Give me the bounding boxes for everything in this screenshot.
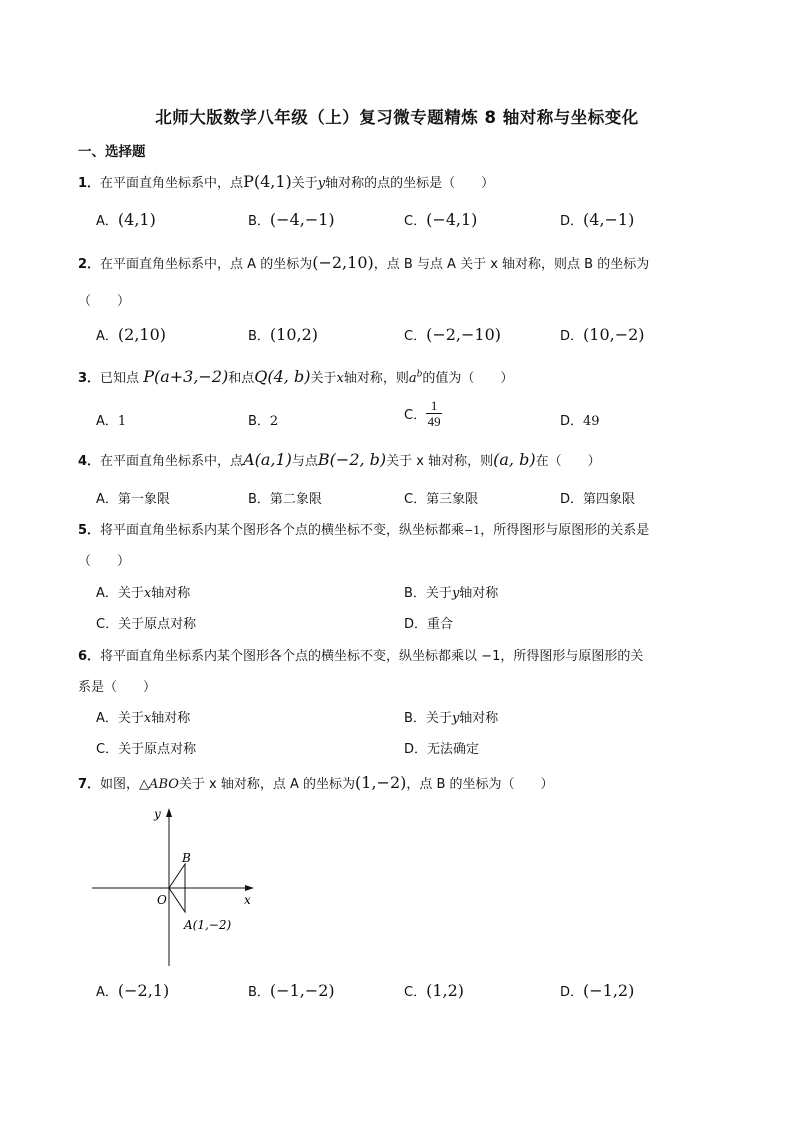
option-letter: A． [96,214,118,229]
point-ab: (a, b) [493,450,536,469]
option-value: 无法确定 [427,742,480,757]
question-1 [78,172,494,191]
option-value: (1,2) [426,981,465,1000]
point-b: B(−2, b) [317,450,387,469]
question-text: 关于 x 轴对称，点 A 的坐标为 [178,777,356,792]
option-a[interactable] [96,582,190,601]
question-number: 1． [78,176,101,191]
option-letter: D． [560,492,584,507]
option-letter: B． [404,711,426,726]
question-6 [78,645,643,664]
option-letter: B． [404,586,426,601]
option-d[interactable] [404,613,453,632]
option-value: (4,−1) [583,210,635,229]
question-text: 在（ ） [535,454,601,469]
option-letter: B． [248,329,270,344]
question-text: 轴对称的点的坐标是（ ） [325,176,495,191]
option-letter: C． [404,214,427,229]
y-axis-label: y [154,807,161,821]
question-6-line2: 系是（ ） [78,680,157,695]
question-text: ，点 B 的坐标为（ ） [406,777,554,792]
question-text: 已知点 [100,371,140,386]
option-value: 第四象限 [583,492,636,507]
option-c[interactable] [96,738,196,757]
option-letter: C． [404,492,427,507]
option-d[interactable] [560,210,634,229]
option-text: 关于 [117,711,144,726]
option-value: 第三象限 [426,492,479,507]
option-text: 轴对称 [459,711,499,726]
option-value: 1 [117,414,127,429]
triangle-label: △ABO [139,777,179,792]
option-c[interactable] [404,981,464,1000]
option-letter: C． [404,329,427,344]
axis-var: x [143,586,152,601]
option-value: (−4,1) [426,210,478,229]
question-text: 将平面直角坐标系内某个图形各个点的横坐标不变，纵坐标都乘 [100,523,465,538]
option-b[interactable] [248,488,322,507]
question-4 [78,450,601,469]
point-b-label: B [182,851,191,865]
option-value: (2,10) [117,325,167,344]
option-text: 轴对称 [151,711,191,726]
x-axis-label: x [244,893,251,907]
option-value: (−1,2) [583,981,635,1000]
option-letter: B． [248,214,270,229]
question-text: 轴对称，则 [343,371,409,386]
option-value: 第二象限 [269,492,322,507]
option-letter: D． [404,742,428,757]
axis-var: x [143,711,152,726]
option-a[interactable] [96,488,170,507]
section-heading: 一、选择题 [78,144,146,160]
fraction [426,398,442,429]
question-text: 关于 x 轴对称，则 [386,454,494,469]
option-value: 重合 [427,617,454,632]
option-a[interactable] [96,325,166,344]
option-value: (−2,−10) [426,325,501,344]
question-text: 在平面直角坐标系中，点 A 的坐标为 [100,257,313,272]
point-a: A(a,1) [243,450,292,469]
option-value: (4,1) [117,210,156,229]
option-text: 关于 [425,586,452,601]
question-number: 5． [78,523,101,538]
option-b[interactable] [248,410,278,429]
option-letter: C． [404,408,427,423]
option-letter: B． [248,492,270,507]
page-title: 北师大版数学八年级（上）复习微专题精炼 8 轴对称与坐标变化 [155,108,639,127]
option-c[interactable] [404,210,477,229]
coordinate-figure [88,800,268,972]
question-text: 在平面直角坐标系中，点 [100,454,244,469]
option-letter: C． [96,617,119,632]
option-a[interactable] [96,210,156,229]
option-value: 第一象限 [117,492,170,507]
option-d[interactable] [560,410,600,429]
option-c[interactable] [404,488,478,507]
question-text: 将平面直角坐标系内某个图形各个点的横坐标不变，纵坐标都乘以 −1，所得图形与原图形的关 [100,649,644,664]
option-text: 关于 [117,586,144,601]
option-value: 关于原点对称 [118,742,197,757]
axis-var: x [336,371,344,386]
point-a-label: A(1,−2) [184,918,232,932]
option-value: 49 [583,414,600,429]
question-5 [78,519,649,538]
axis-var: y [451,711,460,726]
option-letter: D． [560,985,584,1000]
question-text: 在平面直角坐标系中，点 [100,176,244,191]
option-b[interactable] [248,981,335,1000]
option-c[interactable] [96,613,196,632]
option-letter: B． [248,985,270,1000]
factor-value: −1 [464,524,481,537]
question-number: 4． [78,454,101,469]
option-letter: C． [404,985,427,1000]
option-letter: A． [96,329,118,344]
option-letter: A． [96,414,118,429]
option-d[interactable] [404,738,479,757]
option-letter: A． [96,586,118,601]
option-b[interactable] [248,325,318,344]
question-text: 如图， [100,777,140,792]
axis-var: y [317,176,326,191]
question-text: ，所得图形与原图形的关系是 [480,523,650,538]
question-number: 3． [78,371,101,386]
option-d[interactable] [560,488,635,507]
question-number: 7． [78,777,101,792]
option-letter: A． [96,492,118,507]
power-exponent: b [416,369,423,380]
option-value: (−1,−2) [269,981,335,1000]
question-text: 关于 [310,371,337,386]
option-letter: D． [560,214,584,229]
x-axis-arrow [245,885,254,891]
point-a: (1,−2) [355,773,407,792]
option-letter: D． [560,329,584,344]
option-c[interactable] [404,398,442,429]
option-a[interactable] [96,410,126,429]
question-3 [78,367,513,386]
question-5-line2: （ ） [78,554,131,569]
question-7 [78,773,554,792]
option-text: 轴对称 [459,586,499,601]
option-value: (−2,1) [117,981,170,1000]
question-text: 关于 [291,176,318,191]
option-text: 轴对称 [151,586,191,601]
y-axis-arrow [166,808,172,817]
option-d[interactable] [560,981,634,1000]
question-number: 2． [78,257,101,272]
option-letter: A． [96,985,118,1000]
option-b[interactable] [404,707,498,726]
option-letter: B． [248,414,270,429]
question-text: 与点 [291,454,318,469]
option-b[interactable] [404,582,498,601]
option-value: (−4,−1) [269,210,335,229]
question-2-line2: （ ） [78,294,131,309]
fraction-denominator: 49 [427,414,441,429]
question-text: ，点 B 与点 A 关于 x 轴对称，则点 B 的坐标为 [373,257,650,272]
option-value: (10,−2) [583,325,645,344]
fraction-numerator: 1 [430,398,438,413]
question-text: 和点 [228,371,255,386]
question-2 [78,253,649,272]
option-value: 2 [269,414,279,429]
option-letter: D． [404,617,428,632]
option-a[interactable] [96,707,190,726]
question-number: 6． [78,649,101,664]
option-letter: A． [96,711,118,726]
option-value: 关于原点对称 [118,617,197,632]
option-value: (10,2) [269,325,319,344]
point-q: Q(4, b) [254,367,311,386]
option-d[interactable] [560,325,645,344]
option-text: 关于 [425,711,452,726]
origin-label: O [157,893,167,907]
option-letter: D． [560,414,584,429]
power-base: a [408,371,417,386]
option-letter: C． [96,742,119,757]
point-a: (−2,10) [312,253,374,272]
point-p: P(a+3,−2) [143,367,229,386]
option-a[interactable] [96,981,169,1000]
option-c[interactable] [404,325,501,344]
axis-var: y [451,586,460,601]
question-text: 的值为（ ） [422,371,514,386]
point-p: P(4,1) [243,172,292,191]
option-b[interactable] [248,210,335,229]
